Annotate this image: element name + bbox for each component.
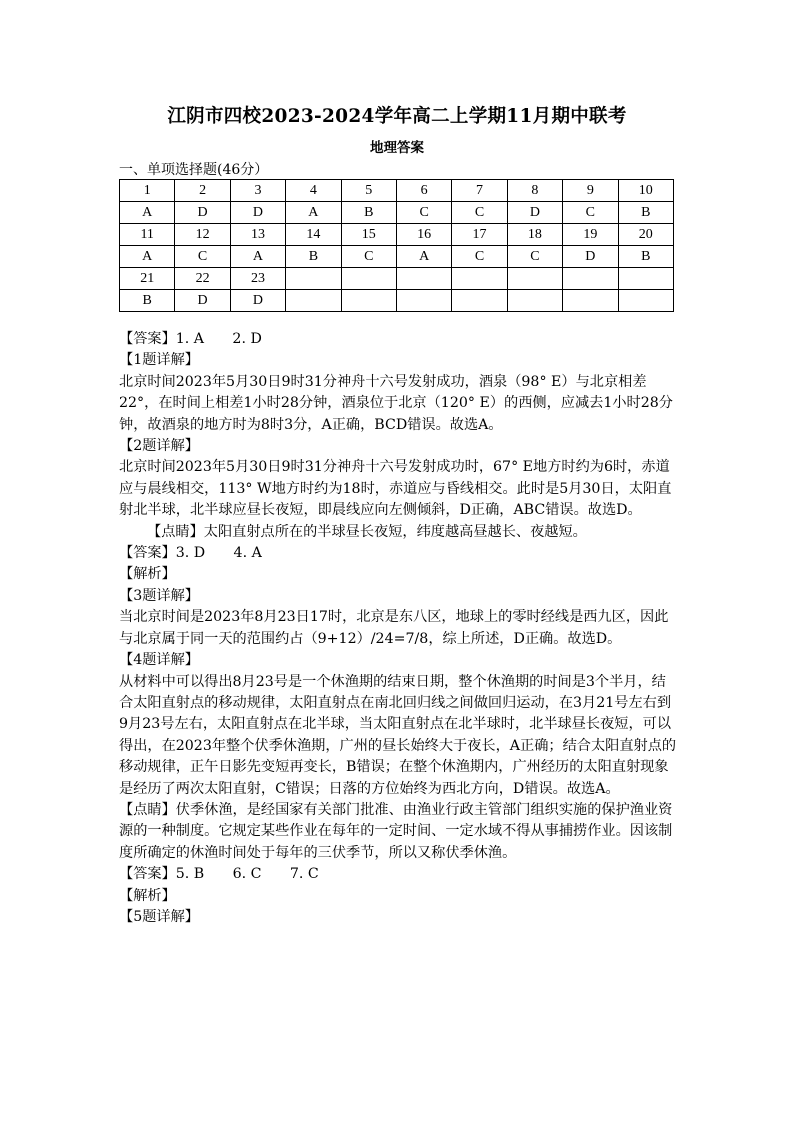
table-cell: D (175, 290, 230, 312)
table-cell: C (341, 246, 396, 268)
table-row-answers (120, 202, 674, 224)
table-cell: C (175, 246, 230, 268)
table-cell: 10 (618, 180, 673, 202)
table-row-answers (120, 246, 674, 268)
table-cell: A (120, 246, 175, 268)
table-cell (341, 268, 396, 290)
table-cell: 8 (507, 180, 562, 202)
table-cell: 15 (341, 224, 396, 246)
table-cell: 17 (452, 224, 507, 246)
table-cell: 16 (396, 224, 451, 246)
explanation-text (119, 329, 679, 928)
table-cell: 7 (452, 180, 507, 202)
table-cell: D (230, 290, 285, 312)
table-cell: 3 (230, 180, 285, 202)
table-row-question-numbers (120, 224, 674, 246)
table-cell: 9 (563, 180, 618, 202)
table-cell (507, 290, 562, 312)
table-cell: D (563, 246, 618, 268)
table-cell (452, 268, 507, 290)
table-cell (396, 268, 451, 290)
table-cell: B (286, 246, 341, 268)
page-subtitle: 地理答案 (370, 140, 424, 156)
table-cell: 23 (230, 268, 285, 290)
table-cell: B (618, 246, 673, 268)
table-cell: B (618, 202, 673, 224)
table-cell: C (563, 202, 618, 224)
text-paragraph: 【答案】5. B 6. C 7. C (119, 866, 319, 883)
table-cell: 11 (120, 224, 175, 246)
table-cell: C (507, 246, 562, 268)
table-cell (286, 268, 341, 290)
table-cell: 1 (120, 180, 175, 202)
text-paragraph: 北京时间2023年5月30日9时31分神舟十六号发射成功时，67° E地方时约为6时，赤道应与晨线相交，113° W地方时约为18时，赤道应与昏线相交。此时是5月30日，太阳直射北半球，北半球应昼长夜短，即晨线应向左侧倾斜，D正确，ABC错误。故选D。 (119, 459, 672, 519)
text-paragraph: 【答案】3. D 4. A (119, 545, 262, 562)
text-paragraph: 【解析】 (119, 887, 176, 904)
table-cell: D (230, 202, 285, 224)
table-cell: C (452, 246, 507, 268)
text-paragraph: 【3题详解】 (119, 587, 199, 604)
table-cell: A (286, 202, 341, 224)
table-cell: 12 (175, 224, 230, 246)
table-cell (618, 290, 673, 312)
section-heading: 一、单项选择题(46分） (119, 162, 269, 178)
table-cell (286, 290, 341, 312)
table-cell: A (230, 246, 285, 268)
table-cell: B (341, 202, 396, 224)
text-paragraph: 【1题详解】 (119, 352, 199, 369)
table-cell: 13 (230, 224, 285, 246)
text-paragraph: 【解析】 (119, 566, 176, 583)
table-row-question-numbers (120, 180, 674, 202)
table-row-question-numbers (120, 268, 674, 290)
table-cell: 14 (286, 224, 341, 246)
table-cell (563, 290, 618, 312)
table-cell: D (507, 202, 562, 224)
table-cell: C (396, 202, 451, 224)
table-cell (396, 290, 451, 312)
table-cell: B (120, 290, 175, 312)
table-cell: 5 (341, 180, 396, 202)
text-paragraph: 北京时间2023年5月30日9时31分神舟十六号发射成功，酒泉（98° E）与北京相差22°，在时间上相差1小时28分钟，酒泉位于北京（120° E）的西侧，应减去1小时28分钟，故酒泉的地方时为8时3分，A正确，BCD错误。故选A。 (119, 373, 673, 433)
table-row-answers (120, 290, 674, 312)
table-cell: 20 (618, 224, 673, 246)
table-cell (507, 268, 562, 290)
text-paragraph: 当北京时间是2023年8月23日17时，北京是东八区，地球上的零时经线是西九区，因此与北京属于同一天的范围约占（9+12）/24=7/8，综上所述，D正确。故选D。 (119, 609, 669, 647)
text-paragraph: 【2题详解】 (119, 438, 199, 455)
table-cell: 19 (563, 224, 618, 246)
answer-table (119, 179, 674, 312)
table-cell: 4 (286, 180, 341, 202)
table-cell: C (452, 202, 507, 224)
table-cell: 6 (396, 180, 451, 202)
text-paragraph: 【点睛】伏季休渔，是经国家有关部门批准、由渔业行政主管部门组织实施的保护渔业资源的一种制度。它规定某些作业在每年的一定时间、一定水域不得从事捕捞作业。因该制度所确定的休渔时间处于每年的三伏季节，所以又称伏季休渔。 (119, 801, 673, 861)
table-cell: 22 (175, 268, 230, 290)
text-paragraph: 【4题详解】 (119, 652, 199, 669)
text-paragraph: 从材料中可以得出8月23号是一个休渔期的结束日期，整个休渔期的时间是3个半月，结合太阳直射点的移动规律，太阳直射点在南北回归线之间做回归运动，在3月21号左右到9月23号左右，太阳直射点在北半球，当太阳直射点在北半球时，北半球昼长夜短，可以得出，在2023年整个伏季休渔期，广州的昼长始终大于夜长，A正确；结合太阳直射点的移动规律，正午日影先变短再变长，B错误；在整个休渔期内，广州经历的太阳直射现象是经历了两次太阳直射，C错误；日落的方位始终为西北方向，D错误。故选A。 (119, 673, 677, 797)
text-paragraph: 【5题详解】 (119, 908, 199, 925)
table-cell (618, 268, 673, 290)
table-cell: D (175, 202, 230, 224)
table-cell: A (396, 246, 451, 268)
table-cell (341, 290, 396, 312)
table-cell (563, 268, 618, 290)
table-cell: A (120, 202, 175, 224)
page-title: 江阴市四校2023-2024学年高二上学期11月期中联考 (167, 106, 627, 127)
table-cell: 18 (507, 224, 562, 246)
table-cell: 21 (120, 268, 175, 290)
table-cell (452, 290, 507, 312)
text-paragraph: 【点睛】太阳直射点所在的半球昼长夜短，纬度越高昼越长、夜越短。 (147, 523, 587, 540)
text-paragraph: 【答案】1. A 2. D (119, 331, 262, 347)
table-cell: 2 (175, 180, 230, 202)
